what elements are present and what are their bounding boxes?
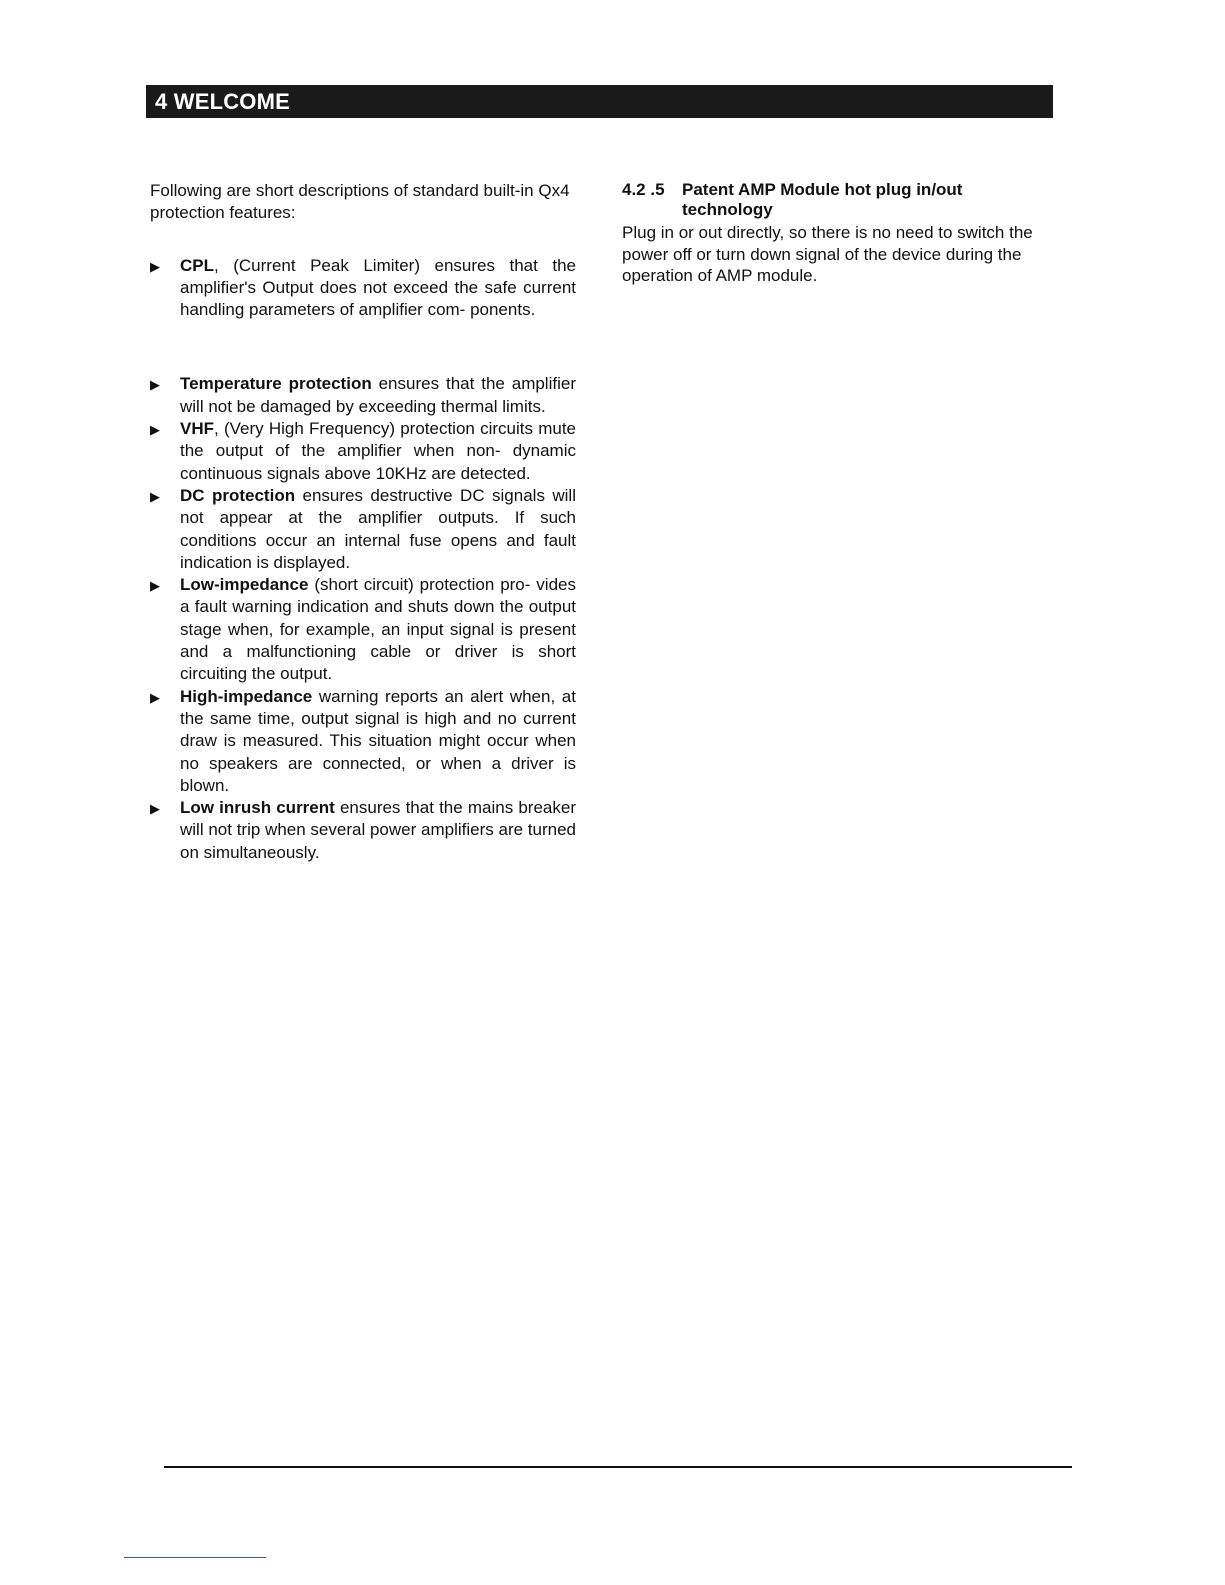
subsection-title: Patent AMP Module hot plug in/out technology xyxy=(682,180,963,219)
section-header xyxy=(146,85,1053,118)
feature-low-inrush-current xyxy=(150,797,576,864)
feature-term: CPL xyxy=(180,255,214,275)
footer-divider xyxy=(164,1466,1072,1468)
left-column xyxy=(150,180,576,864)
intro-paragraph: Following are short descriptions of standard built-in Qx4 protection features: xyxy=(150,181,570,223)
feature-vhf xyxy=(150,418,576,485)
feature-cpl xyxy=(150,255,576,322)
feature-low-impedance xyxy=(150,574,576,685)
protection-feature-list xyxy=(150,255,576,864)
triangle-right-icon: ▶ xyxy=(150,422,160,438)
right-column xyxy=(622,180,1052,287)
feature-term: DC protection xyxy=(180,485,296,505)
subsection-heading xyxy=(622,180,1052,220)
triangle-right-icon: ▶ xyxy=(150,801,160,817)
feature-text: , (Current Peak Limiter) ensures that the amplifier's Output does not exceed the safe current handling parameters of amplifier com- ponents. xyxy=(180,255,576,320)
feature-term: High-impedance xyxy=(180,686,313,706)
feature-dc-protection xyxy=(150,485,576,574)
feature-high-impedance xyxy=(150,686,576,797)
feature-text: (short circuit) protection pro- vides a fault warning indication and shuts down the output stage when, for example, an input signal is present and a malfunctioning cable or driver is short circuiting the output. xyxy=(180,575,576,684)
triangle-right-icon: ▶ xyxy=(150,488,160,504)
section-header-title: 4 WELCOME xyxy=(155,89,291,114)
bottom-underline-mark xyxy=(124,1557,266,1558)
triangle-right-icon: ▶ xyxy=(150,377,160,393)
feature-text: , (Very High Frequency) protection circuits mute the output of the amplifier when non- dynamic continuous signals above 10KHz are detected. xyxy=(180,419,576,483)
feature-text: ensures that the mains breaker will not trip when several power amplifiers are turned on simultaneously. xyxy=(180,798,576,862)
subsection-number: 4.2 .5 xyxy=(622,180,665,199)
triangle-right-icon: ▶ xyxy=(150,689,160,705)
feature-temperature xyxy=(150,373,576,418)
triangle-right-icon: ▶ xyxy=(150,258,160,274)
feature-text: warning reports an alert when, at the same time, output signal is high and no current draw is measured. This situation might occur when no speakers are connected, or when a driver is blown. xyxy=(180,686,576,795)
feature-term: VHF xyxy=(180,419,214,439)
feature-term: Low-impedance xyxy=(180,575,309,595)
feature-term: Temperature protection xyxy=(180,374,372,394)
subsection-body: Plug in or out directly, so there is no need to switch the power off or turn down signal of the device during the operation of AMP module. xyxy=(622,223,1033,285)
feature-text: ensures destructive DC signals will not appear at the amplifier outputs. If such conditions occur an internal fuse opens and fault indication is displayed. xyxy=(180,485,576,572)
feature-term: Low inrush current xyxy=(180,798,335,818)
triangle-right-icon: ▶ xyxy=(150,578,160,594)
feature-text: ensures that the amplifier will not be damaged by exceeding thermal limits. xyxy=(180,374,576,416)
